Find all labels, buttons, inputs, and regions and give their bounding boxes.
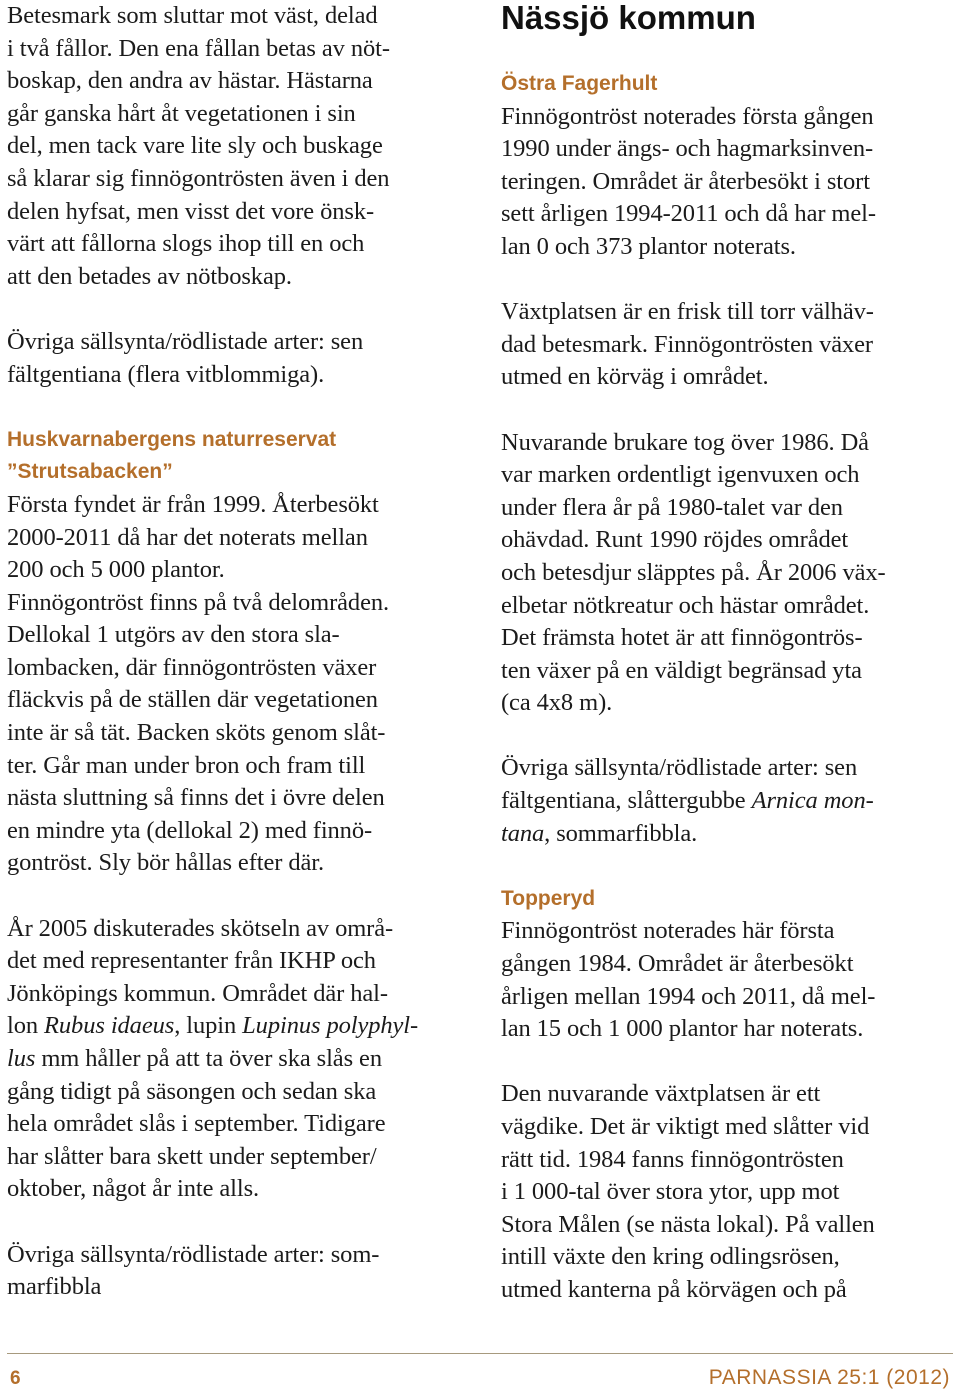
text-line: i 1 000-tal över stora ytor, upp mot [501,1178,840,1206]
paragraph-ovriga-arter-fagerhult [501,752,951,850]
text-line: Jönköpings kommun. Området där hal- [7,979,388,1007]
text-line: fältgentiana (flera vitblommiga). [7,360,325,388]
text-line: årligen mellan 1994 och 2011, då mel- [501,982,876,1010]
journal-issue: PARNASSIA 25:1 (2012) [708,1366,950,1389]
text-line: utmed kanterna på körvägen och på [501,1275,847,1303]
text-line: var marken ordentligt igenvuxen och [501,461,860,489]
text-line: vägdike. Det är viktigt med slåtter vid [501,1113,870,1140]
text-line: delen hyfsat, men visst det vore önsk- [7,197,375,225]
text-line: marfibbla [7,1273,102,1301]
text-line: inte är så tät. Backen sköts genom slåt- [7,719,386,747]
paragraph-topperyd-fynd [501,915,951,1045]
footer-divider [7,1353,953,1354]
text-line: det med representanter från IKHP och [7,947,376,975]
text-line: ohävdad. Runt 1990 röjdes området [501,526,849,554]
text-line: Nuvarande brukare tog över 1986. Då [501,428,869,456]
text-line: en mindre yta (dellokal 2) med finnö- [7,816,373,844]
text-line: Övriga sällsynta/rödlistade arter: sen [7,327,364,355]
paragraph-vagdike [501,1078,951,1306]
text-line: (ca 4x8 m). [501,689,613,717]
species-name: lus [7,1045,36,1072]
text-line: så klarar sig finnögontrösten även i den [7,164,390,192]
text-segment: mm håller på att ta över ska slås en [35,1045,382,1072]
text-line: Den nuvarande växtplatsen är ett [501,1080,821,1108]
text-line: Finnögontröst finns på två delområden. [7,588,390,616]
heading-line: ”Strutsabacken” [7,460,173,484]
right-column [501,0,951,1307]
text-line: intill växte den kring odlingsrösen, [501,1243,840,1271]
text-line: Växtplatsen är en frisk till torr välhäv- [501,298,874,326]
paragraph-fagerhult-fynd [501,101,951,264]
text-line: ter. Går man under bron och fram till [7,751,366,779]
text-line: Det främsta hotet är att finnögontrös- [501,624,863,652]
text-line: Betesmark som sluttar mot väst, delad [7,2,378,29]
paragraph-ovriga-arter-2 [7,1239,467,1304]
text-line: boskap, den andra av hästar. Hästarna [7,67,373,95]
text-segment: fältgentiana, slåttergubbe [501,787,752,815]
section-heading-strutsabacken [7,424,467,489]
page-number: 6 [10,1368,21,1389]
text-line [7,1010,467,1043]
text-line: går ganska hårt åt vegetationen i sin [7,99,356,127]
text-line: elbetar nötkreatur och hästar området. [501,591,870,619]
text-line: År 2005 diskuterades skötseln av områ- [7,914,394,942]
species-name: Lupinus polyphyl- [242,1012,419,1040]
text-line: 1990 under ängs- och hagmarksinven- [501,135,874,163]
section-heading-ostra-fagerhult: Östra Fagerhult [501,72,658,95]
municipality-title: Nässjö kommun [501,0,756,36]
text-line: Övriga sällsynta/rödlistade arter: sen [501,754,858,782]
text-line: gången 1984. Området är återbesökt [501,950,854,978]
text-line: Övriga sällsynta/rödlistade arter: som- [7,1240,380,1268]
text-line: lan 15 och 1 000 plantor har noterats. [501,1015,864,1043]
text-line: 200 och 5 000 plantor. [7,556,225,584]
text-line: 2000-2011 då har det noterats mellan [7,523,368,551]
text-line [7,1043,467,1076]
text-segment: , lupin [174,1012,243,1040]
paragraph-strutsabacken [7,489,467,880]
text-line: ten växer på en väldigt begränsad yta [501,656,862,684]
text-line: del, men tack vare lite sly och buskage [7,132,383,160]
text-line: att den betades av nötboskap. [7,262,292,290]
text-line: Finnögontröst noterades första gången [501,102,874,130]
text-line: hela området slås i september. Tidigare [7,1110,386,1138]
text-line [501,785,951,818]
text-line: fläckvis på de ställen där vegetationen [7,686,378,714]
text-line: nästa sluttning så finns det i övre delen [7,784,385,812]
text-line: dad betesmark. Finnögontrösten växer [501,330,873,358]
text-segment: , sommarfibbla. [544,819,698,847]
text-line [501,818,951,851]
text-line: Första fyndet är från 1999. Återbesökt [7,490,379,518]
text-line: lan 0 och 373 plantor noterats. [501,232,796,260]
heading-line: Huskvarnabergens naturreservat [7,427,337,451]
text-line: teringen. Området är återbesökt i stort [501,167,870,195]
paragraph-betesmark [7,0,467,293]
text-line: i två fållor. Den ena fållan betas av nöt- [7,34,390,62]
text-line: Finnögontröst noterades här första [501,917,835,945]
text-line: oktober, något år inte alls. [7,1175,260,1203]
text-line: utmed en körväg i området. [501,363,769,391]
text-line: gontröst. Sly bör hållas efter där. [7,849,324,877]
section-heading-topperyd: Topperyd [501,886,596,910]
text-line: har slåtter bara skett under september/ [7,1142,377,1170]
species-name: Arnica mon- [751,787,874,815]
text-segment: lon [7,1012,45,1040]
paragraph-skotsel [7,913,467,1206]
species-name: Rubus idaeus [44,1012,175,1040]
text-line: och betesdjur släpptes på. År 2006 väx- [501,558,886,586]
text-line: värt att fållorna slogs ihop till en och [7,230,365,258]
text-line: Dellokal 1 utgörs av den stora sla- [7,621,340,649]
text-line: under flera år på 1980-talet var den [501,493,843,521]
left-column [7,0,467,1304]
text-line: gång tidigt på säsongen och sedan ska [7,1077,377,1105]
text-line: Stora Målen (se nästa lokal). På vallen [501,1210,875,1238]
paragraph-ovriga-arter [7,326,467,391]
paragraph-vaxtplats [501,296,951,394]
paragraph-brukare [501,427,951,720]
species-name: tana [501,819,545,847]
text-line: lombacken, där finnögontrösten växer [7,653,377,681]
text-line: sett årligen 1994-2011 och då har mel- [501,200,876,228]
text-line: rätt tid. 1984 fanns finnögontrösten [501,1145,844,1173]
